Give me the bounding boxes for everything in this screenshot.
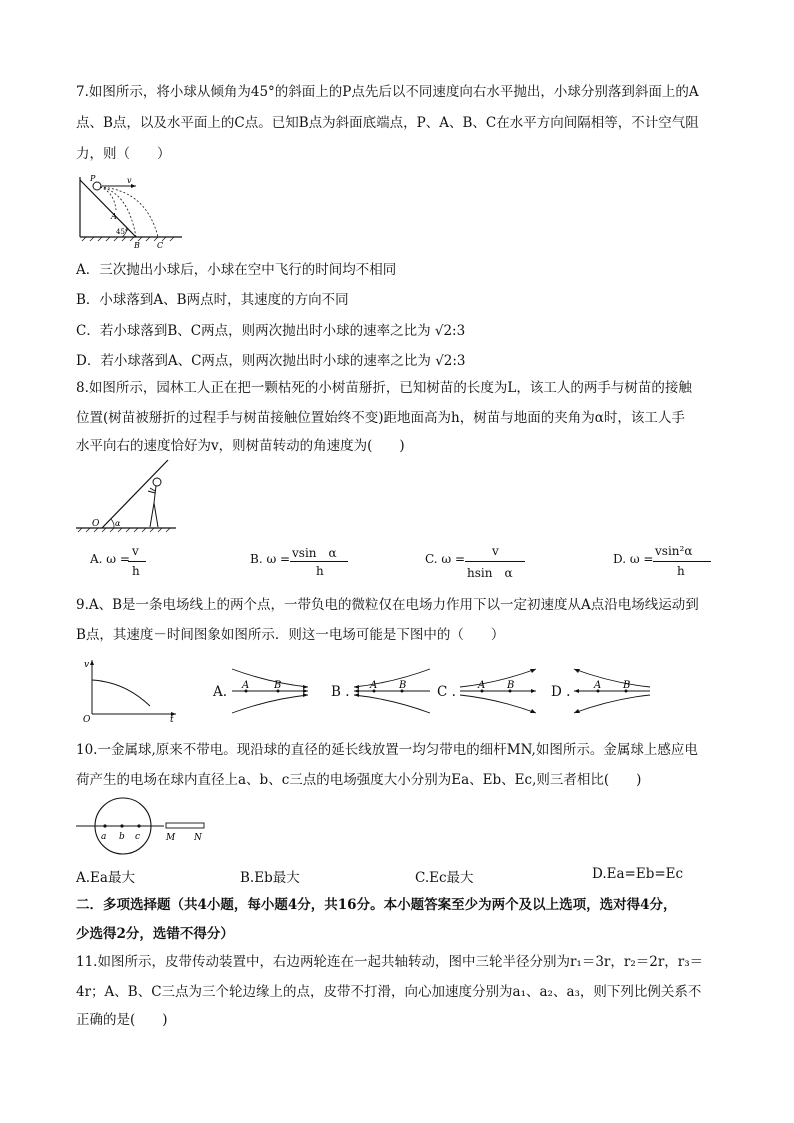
q9-option-c-label: C . [437, 684, 456, 700]
q7-fig-p-label: P [90, 174, 96, 183]
q8-option-d: D. ω = vsin²α h [613, 544, 763, 580]
q9-option-b-label: B . [331, 684, 350, 700]
q10-fig-a-label: a [101, 832, 107, 842]
q10-option-a: A.Ea最大 [76, 870, 135, 886]
q7-option-c: C．若小球落到B、C两点，则两次抛出时小球的速率之比为 √2:3 [76, 323, 466, 339]
q8-option-b: B. ω = vsin α h [250, 544, 400, 580]
q9-field-a [230, 665, 310, 717]
q7-stem-line2: 点、B点，以及水平面上的C点。已知B点为斜面底端点，P、A、B、C在水平方向间隔相等，不计空气阻 [76, 115, 699, 131]
q8-stem-line1: 8.如图所示，园林工人正在把一颗枯死的小树苗掰折，已知树苗的长度为L，该工人的两手与树苗的接触 [76, 380, 692, 396]
q8-stem-line2: 位置(树苗被掰折的过程手与树苗接触位置始终不变)距地面高为h，树苗与地面的夹角为α时，该工人手 [76, 410, 685, 426]
q10-fig-n-label: N [194, 833, 202, 843]
q10-fig-m-label: M [166, 833, 176, 843]
svg-text:B: B [274, 680, 282, 691]
svg-text:B: B [623, 680, 631, 691]
q10-fig-c-label: c [135, 832, 141, 842]
q8-stem-line3: 水平向右的速度恰好为v，则树苗转动的角速度为( ) [76, 438, 405, 454]
svg-text:A: A [242, 680, 250, 691]
q11-stem-line1: 11.如图所示，皮带传动装置中，右边两轮连在一起共轴转动，图中三轮半径分别为r₁＝3r，r₂＝2r，r₃＝ [76, 954, 704, 970]
q10-fig-b-label: b [119, 832, 125, 842]
q10-stem-line2: 荷产生的电场在球内直径上a、b、c三点的电场强度大小分别为Ea、Eb、Ec,则三者相比( ) [76, 772, 642, 788]
q7-option-a: A．三次抛出小球后，小球在空中飞行的时间均不相同 [76, 262, 397, 278]
q9-field-d [572, 665, 652, 717]
q7-stem-line1: 7.如图所示，将小球从倾角为45°的斜面上的P点先后以不同速度向右水平抛出，小球分别落到斜面上的A [76, 84, 699, 100]
q10-option-d: D.Ea=Eb=Ec [592, 866, 684, 882]
q10-stem-line1: 10.一金属球,原来不带电。现沿球的直径的延长线放置一均匀带电的细杆MN,如图所示。金属球上感应电 [76, 742, 698, 758]
section2-heading-line2: 少选得2分，选错不得分） [76, 926, 234, 942]
q8-fig-alpha-label: α [115, 519, 121, 528]
q9-field-c [458, 665, 538, 717]
section2-heading-line1: 二．多项选择题（共4小题，每小题4分，共16分。本小题答案至少为两个及以上选项，选对得4分， [76, 897, 677, 913]
q9-stem-line2: B点，其速度－时间图象如图所示．则这一电场可能是下图中的（ ） [76, 627, 505, 643]
q9-graph-o-label: O [83, 715, 91, 725]
svg-text:B: B [399, 680, 407, 691]
q9-stem-line1: 9.A、B是一条电场线上的两个点，一带负电的微粒仅在电场力作用下以一定初速度从A点沿电场线运动到 [76, 597, 699, 613]
q9-field-b [352, 665, 432, 717]
q7-fig-a-label: A [111, 212, 117, 221]
q10-figure [76, 795, 216, 857]
q7-option-d: D．若小球落到A、C两点，则两次抛出时小球的速率之比为 √2:3 [76, 353, 466, 369]
q7-fig-c-label: C [157, 241, 164, 250]
q9-option-d-label: D . [551, 684, 571, 700]
q7-fig-angle-label: 45° [116, 228, 129, 236]
q9-graph-t-label: t [170, 715, 174, 725]
q10-option-b: B.Eb最大 [240, 870, 300, 886]
q7-stem-line3: 力，则（ ） [76, 146, 171, 162]
svg-text:A: A [478, 680, 486, 691]
svg-text:A: A [594, 680, 602, 691]
q7-figure [76, 172, 186, 252]
q9-graph-v-label: v [84, 660, 90, 670]
svg-text:B: B [507, 680, 515, 691]
q11-stem-line3: 正确的是( ) [76, 1012, 168, 1028]
q8-option-c: C. ω = v hsin α [425, 544, 575, 580]
q8-figure [76, 455, 186, 535]
q7-option-b: B．小球落到A、B两点时，其速度的方向不同 [76, 292, 349, 308]
q8-fig-o-label: O [92, 519, 100, 529]
q11-stem-line2: 4r；A、B、C三点为三个轮边缘上的点，皮带不打滑，向心加速度分别为a₁、a₂、a₃，则下列比例关系不 [76, 984, 702, 1000]
svg-text:A: A [370, 680, 378, 691]
q9-option-a-label: A. [213, 684, 228, 700]
q10-option-c: C.Ec最大 [415, 870, 474, 886]
q7-fig-b-label: B [134, 241, 140, 250]
q7-fig-v-label: v [127, 176, 132, 185]
q9-vt-graph [80, 658, 180, 724]
q8-option-a: A. ω = v h [90, 544, 240, 580]
